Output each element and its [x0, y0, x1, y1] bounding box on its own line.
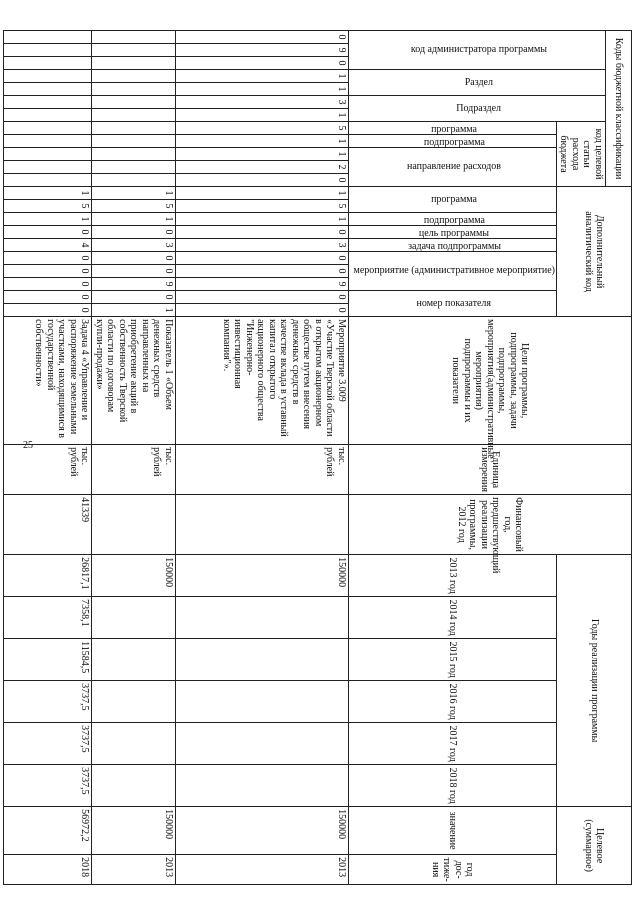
- code-digit: 9: [176, 278, 349, 291]
- code-digit: [92, 96, 176, 109]
- y2016-cell: 3737,5: [4, 681, 92, 723]
- a-program-header: программа: [349, 187, 557, 213]
- y2016-header: 2016 год: [349, 681, 557, 723]
- target-total-header: Целевое (суммарное): [557, 807, 632, 885]
- code-digit: 1: [176, 109, 349, 122]
- code-digit: 0: [4, 278, 92, 291]
- code-digit: 9: [92, 278, 176, 291]
- cs-program-header: программа: [349, 122, 557, 135]
- a-task-header: задача подпрограммы: [349, 239, 557, 252]
- y2017-cell: [176, 723, 349, 765]
- code-digit: 5: [92, 200, 176, 213]
- code-digit: 3: [176, 239, 349, 252]
- y2014-cell: [176, 597, 349, 639]
- target-year-cell: 2013: [176, 855, 349, 885]
- code-digit: 0: [176, 31, 349, 44]
- code-digit: 2: [176, 161, 349, 174]
- y2015-header: 2015 год: [349, 639, 557, 681]
- years-header: Годы реализации программы: [557, 555, 632, 807]
- value-header: значение: [349, 807, 557, 855]
- code-digit: [4, 96, 92, 109]
- code-digit: 1: [176, 135, 349, 148]
- y2016-cell: [176, 681, 349, 723]
- code-digit: [92, 57, 176, 70]
- target-value-cell: 150000: [176, 807, 349, 855]
- code-digit: 0: [92, 226, 176, 239]
- table-row: [92, 31, 176, 885]
- a-goal-header: цель программы: [349, 226, 557, 239]
- code-digit: [4, 109, 92, 122]
- code-digit: 5: [176, 200, 349, 213]
- goal-cell: Показатель 1 «Объем денежных средств направленных на приобретение акций в собственность Тверской области по договорам купли-продажи»: [92, 317, 176, 445]
- code-digit: 1: [92, 213, 176, 226]
- unit-cell: тыс. рублей: [92, 445, 176, 495]
- admin-code-header: код администратора программы: [349, 31, 606, 70]
- a-indicator-header: номер показателя: [349, 291, 557, 317]
- code-digit: 0: [92, 265, 176, 278]
- target-year-cell: 2013: [92, 855, 176, 885]
- code-digit: 0: [4, 265, 92, 278]
- fin-2012-header: Финансовый год, предшествующий реализации программы, 2012 год: [349, 495, 632, 555]
- code-digit: [4, 161, 92, 174]
- target-year-cell: 2018: [4, 855, 92, 885]
- code-digit: 0: [92, 291, 176, 304]
- code-digit: 1: [176, 187, 349, 200]
- code-digit: [92, 109, 176, 122]
- goal-cell: Задача 4 «Управление и распоряжение земельными участками, находящимися в государственной собственности»: [4, 317, 92, 445]
- code-digit: 0: [4, 291, 92, 304]
- code-digit: 0: [176, 174, 349, 187]
- fin-2012-cell: 41339: [4, 495, 92, 555]
- expense-direction-header: направление расходов: [349, 148, 557, 187]
- unit-header: Единица измерения: [349, 445, 632, 495]
- code-digit: 3: [176, 96, 349, 109]
- goals-header: Цели программы, подпрограммы, задачи подпрограммы, мероприятия(административные мероприятия) подпрограммы и их показатели: [349, 317, 632, 445]
- code-digit: 1: [4, 187, 92, 200]
- y2013-cell: 26817,1: [4, 555, 92, 597]
- code-digit: [92, 161, 176, 174]
- code-digit: [92, 70, 176, 83]
- code-digit: 0: [4, 304, 92, 317]
- code-digit: [4, 148, 92, 161]
- code-digit: 0: [4, 252, 92, 265]
- section-header: Раздел: [349, 70, 606, 96]
- y2017-header: 2017 год: [349, 723, 557, 765]
- subsection-header: Подраздел: [349, 96, 606, 122]
- code-digit: 5: [176, 122, 349, 135]
- code-digit: 3: [92, 239, 176, 252]
- target-value-cell: 150000: [92, 807, 176, 855]
- code-digit: 1: [176, 83, 349, 96]
- code-digit: 4: [4, 239, 92, 252]
- code-digit: 1: [176, 213, 349, 226]
- code-digit: 0: [176, 304, 349, 317]
- code-digit: [92, 148, 176, 161]
- y2018-cell: [176, 765, 349, 807]
- year-reached-header: год дос-тиже-ния: [349, 855, 557, 885]
- y2015-cell: [92, 639, 176, 681]
- code-digit: [4, 57, 92, 70]
- code-digit: [92, 135, 176, 148]
- code-digit: [4, 83, 92, 96]
- code-digit: [4, 44, 92, 57]
- analytic-code-header: Дополнительный аналитический код: [557, 187, 632, 317]
- code-digit: 0: [4, 226, 92, 239]
- code-digit: [4, 122, 92, 135]
- y2013-header: 2013 год: [349, 555, 557, 597]
- target-article-header: код целевой статьи расхода бюджета: [557, 122, 606, 187]
- code-digit: 0: [176, 57, 349, 70]
- code-digit: [92, 122, 176, 135]
- fin-2012-cell: [92, 495, 176, 555]
- target-value-cell: 56972,2: [4, 807, 92, 855]
- code-digit: 0: [176, 265, 349, 278]
- y2017-cell: [92, 723, 176, 765]
- table-row: [4, 31, 92, 885]
- page-number: 25: [23, 440, 33, 451]
- a-measure-header: мероприятие (административное мероприятие): [349, 252, 557, 291]
- y2014-cell: 7358,1: [4, 597, 92, 639]
- a-subprogram-header: подпрограмма: [349, 213, 557, 226]
- code-digit: [92, 174, 176, 187]
- table-row: [176, 31, 349, 885]
- code-digit: [4, 31, 92, 44]
- code-digit: [4, 174, 92, 187]
- y2013-cell: 150000: [176, 555, 349, 597]
- code-digit: 1: [92, 187, 176, 200]
- program-table-sheet: [32, 30, 632, 885]
- cs-subprogram-header: подпрограмма: [349, 135, 557, 148]
- code-digit: 5: [4, 200, 92, 213]
- code-digit: [92, 44, 176, 57]
- program-table: [4, 30, 633, 885]
- code-digit: 0: [92, 252, 176, 265]
- y2013-cell: 150000: [92, 555, 176, 597]
- y2015-cell: [176, 639, 349, 681]
- y2018-cell: 3737,5: [4, 765, 92, 807]
- code-digit: [92, 31, 176, 44]
- code-digit: [92, 83, 176, 96]
- code-digit: 0: [176, 252, 349, 265]
- code-digit: 1: [4, 213, 92, 226]
- y2014-header: 2014 год: [349, 597, 557, 639]
- unit-cell: тыс. рублей: [4, 445, 92, 495]
- budget-codes-header: Коды бюджетной классификации: [606, 31, 632, 187]
- y2017-cell: 3737,5: [4, 723, 92, 765]
- y2015-cell: 11584,5: [4, 639, 92, 681]
- unit-cell: тыс. рублей: [176, 445, 349, 495]
- code-digit: 0: [176, 291, 349, 304]
- y2018-header: 2018 год: [349, 765, 557, 807]
- y2018-cell: [92, 765, 176, 807]
- y2016-cell: [92, 681, 176, 723]
- code-digit: 9: [176, 44, 349, 57]
- y2014-cell: [92, 597, 176, 639]
- code-digit: 0: [176, 226, 349, 239]
- code-digit: [4, 70, 92, 83]
- fin-2012-cell: [176, 495, 349, 555]
- goal-cell: Мероприятие 3.009 «Участие Тверской области в открытом акционерном обществе путем внесения денежных средств в качестве вклада в уставный капитал открытого акционерного общества "Инженерно-инвестиционная компания"».: [176, 317, 349, 445]
- code-digit: 1: [92, 304, 176, 317]
- code-digit: 1: [176, 148, 349, 161]
- code-digit: 1: [176, 70, 349, 83]
- code-digit: [4, 135, 92, 148]
